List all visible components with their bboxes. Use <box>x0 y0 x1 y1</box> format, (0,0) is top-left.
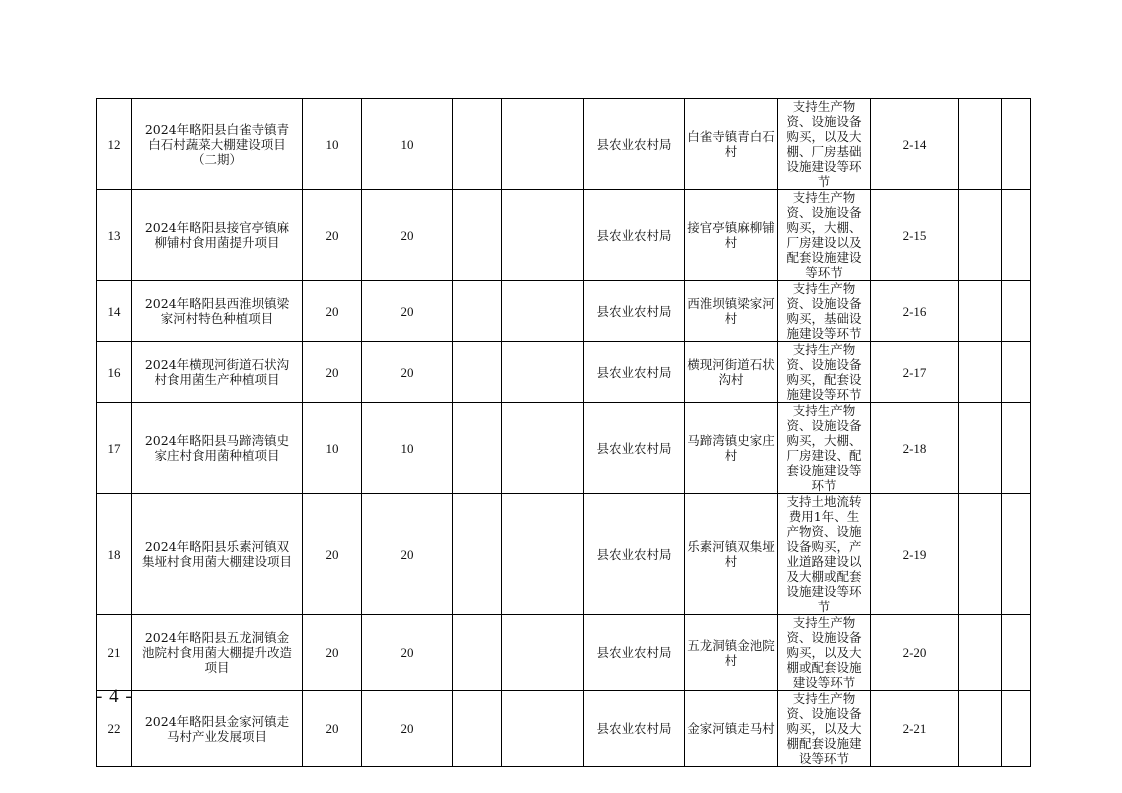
cell-empty-d <box>1002 494 1031 615</box>
cell-amount-fund: 20 <box>362 691 453 767</box>
cell-amount-fund: 20 <box>362 615 453 691</box>
cell-code: 2-15 <box>871 190 959 281</box>
cell-empty-b <box>502 615 584 691</box>
cell-seq: 12 <box>97 99 132 190</box>
table-row <box>97 403 1031 494</box>
cell-empty-b <box>502 281 584 342</box>
cell-empty-d <box>1002 691 1031 767</box>
cell-empty-d <box>1002 99 1031 190</box>
cell-amount-total: 20 <box>303 281 362 342</box>
cell-seq: 17 <box>97 403 132 494</box>
cell-project-name: 2024年略阳县接官亭镇麻柳铺村食用菌提升项目 <box>132 190 303 281</box>
cell-empty-c <box>959 342 1002 403</box>
cell-content: 支持生产物资、设施设备购买，以及大棚或配套设施建设等环节 <box>778 615 871 691</box>
cell-project-name: 2024年略阳县金家河镇走马村产业发展项目 <box>132 691 303 767</box>
cell-empty-b <box>502 403 584 494</box>
cell-empty-b <box>502 190 584 281</box>
cell-empty-a <box>453 494 502 615</box>
cell-amount-fund: 20 <box>362 342 453 403</box>
cell-empty-a <box>453 342 502 403</box>
cell-amount-total: 20 <box>303 691 362 767</box>
cell-location: 接官亭镇麻柳铺村 <box>685 190 778 281</box>
cell-project-name: 2024年略阳县乐素河镇双集垭村食用菌大棚建设项目 <box>132 494 303 615</box>
cell-code: 2-18 <box>871 403 959 494</box>
project-table <box>96 98 1031 767</box>
cell-amount-total: 20 <box>303 190 362 281</box>
cell-empty-c <box>959 99 1002 190</box>
cell-content: 支持土地流转费用1年、生产物资、设施设备购买，产业道路建设以及大棚或配套设施建设等环节 <box>778 494 871 615</box>
cell-empty-c <box>959 281 1002 342</box>
table-row <box>97 691 1031 767</box>
cell-empty-b <box>502 691 584 767</box>
cell-amount-total: 10 <box>303 403 362 494</box>
cell-empty-c <box>959 615 1002 691</box>
cell-project-name: 2024年横现河街道石状沟村食用菌生产种植项目 <box>132 342 303 403</box>
cell-empty-a <box>453 691 502 767</box>
table-row <box>97 281 1031 342</box>
table-body <box>97 99 1031 767</box>
cell-content: 支持生产物资、设施设备购买，大棚、厂房建设、配套设施建设等环节 <box>778 403 871 494</box>
cell-amount-total: 20 <box>303 494 362 615</box>
cell-amount-fund: 20 <box>362 190 453 281</box>
cell-department: 县农业农村局 <box>584 615 685 691</box>
cell-location: 西淮坝镇梁家河村 <box>685 281 778 342</box>
cell-content: 支持生产物资、设施设备购买，基础设施建设等环节 <box>778 281 871 342</box>
cell-empty-c <box>959 691 1002 767</box>
cell-department: 县农业农村局 <box>584 99 685 190</box>
cell-project-name: 2024年略阳县白雀寺镇青白石村蔬菜大棚建设项目（二期） <box>132 99 303 190</box>
cell-content: 支持生产物资、设施设备购买，以及大棚配套设施建设等环节 <box>778 691 871 767</box>
cell-location: 马蹄湾镇史家庄村 <box>685 403 778 494</box>
cell-location: 白雀寺镇青白石村 <box>685 99 778 190</box>
cell-empty-b <box>502 99 584 190</box>
cell-amount-fund: 10 <box>362 403 453 494</box>
cell-location: 五龙洞镇金池院村 <box>685 615 778 691</box>
cell-amount-fund: 20 <box>362 494 453 615</box>
table-row <box>97 342 1031 403</box>
table-row <box>97 615 1031 691</box>
cell-project-name: 2024年略阳县五龙洞镇金池院村食用菌大棚提升改造项目 <box>132 615 303 691</box>
cell-seq: 13 <box>97 190 132 281</box>
cell-department: 县农业农村局 <box>584 281 685 342</box>
cell-project-name: 2024年略阳县马蹄湾镇史家庄村食用菌种植项目 <box>132 403 303 494</box>
table-row <box>97 494 1031 615</box>
cell-empty-c <box>959 190 1002 281</box>
cell-empty-a <box>453 615 502 691</box>
cell-code: 2-20 <box>871 615 959 691</box>
cell-seq: 21 <box>97 615 132 691</box>
cell-code: 2-17 <box>871 342 959 403</box>
cell-location: 金家河镇走马村 <box>685 691 778 767</box>
cell-department: 县农业农村局 <box>584 494 685 615</box>
cell-empty-a <box>453 99 502 190</box>
cell-department: 县农业农村局 <box>584 691 685 767</box>
cell-department: 县农业农村局 <box>584 342 685 403</box>
cell-empty-b <box>502 342 584 403</box>
cell-content: 支持生产物资、设施设备购买，配套设施建设等环节 <box>778 342 871 403</box>
cell-department: 县农业农村局 <box>584 403 685 494</box>
table-row <box>97 99 1031 190</box>
cell-seq: 18 <box>97 494 132 615</box>
cell-code: 2-14 <box>871 99 959 190</box>
cell-amount-fund: 20 <box>362 281 453 342</box>
page-number: - 4 - <box>96 686 133 707</box>
cell-empty-c <box>959 494 1002 615</box>
cell-empty-d <box>1002 281 1031 342</box>
cell-content: 支持生产物资、设施设备购买，以及大棚、厂房基础设施建设等环节 <box>778 99 871 190</box>
cell-content: 支持生产物资、设施设备购买，大棚、厂房建设以及配套设施建设等环节 <box>778 190 871 281</box>
cell-project-name: 2024年略阳县西淮坝镇梁家河村特色种植项目 <box>132 281 303 342</box>
table-row <box>97 190 1031 281</box>
cell-seq: 14 <box>97 281 132 342</box>
cell-amount-total: 10 <box>303 99 362 190</box>
cell-empty-a <box>453 281 502 342</box>
cell-empty-d <box>1002 342 1031 403</box>
cell-empty-d <box>1002 190 1031 281</box>
cell-seq: 16 <box>97 342 132 403</box>
cell-empty-b <box>502 494 584 615</box>
cell-empty-d <box>1002 403 1031 494</box>
cell-location: 横现河街道石状沟村 <box>685 342 778 403</box>
cell-empty-a <box>453 403 502 494</box>
cell-empty-d <box>1002 615 1031 691</box>
cell-location: 乐素河镇双集垭村 <box>685 494 778 615</box>
cell-code: 2-21 <box>871 691 959 767</box>
cell-amount-total: 20 <box>303 615 362 691</box>
cell-department: 县农业农村局 <box>584 190 685 281</box>
cell-seq: 22 <box>97 691 132 767</box>
cell-code: 2-16 <box>871 281 959 342</box>
cell-empty-a <box>453 190 502 281</box>
cell-amount-fund: 10 <box>362 99 453 190</box>
cell-empty-c <box>959 403 1002 494</box>
cell-amount-total: 20 <box>303 342 362 403</box>
cell-code: 2-19 <box>871 494 959 615</box>
